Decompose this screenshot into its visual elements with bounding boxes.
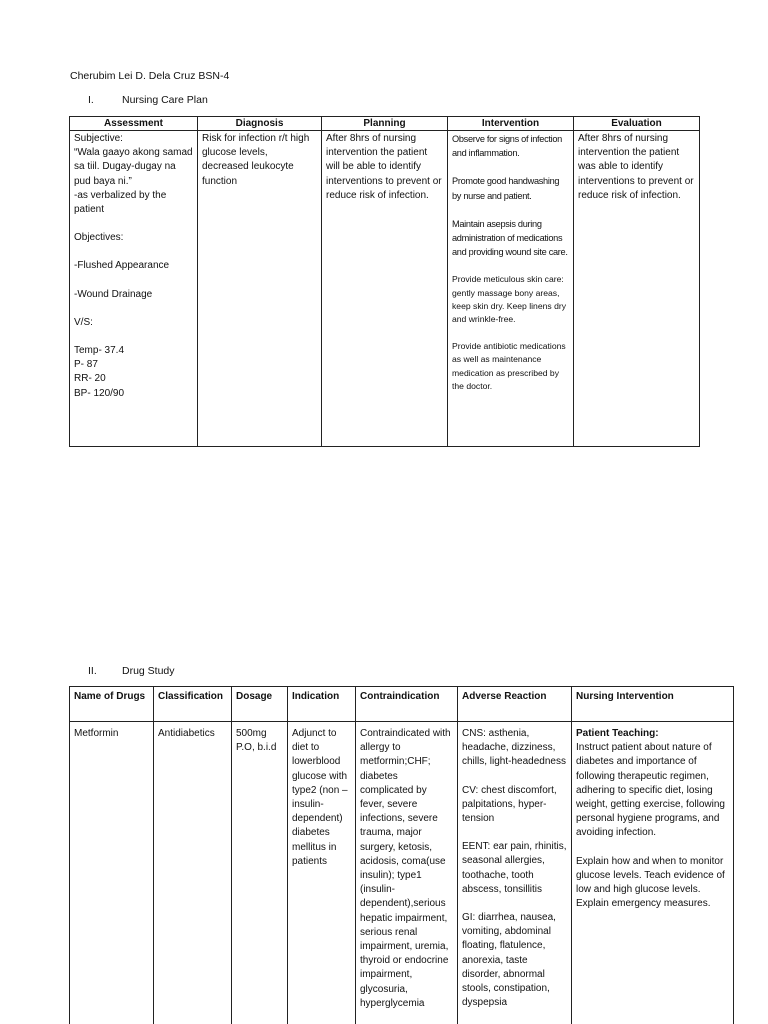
contraindication-cell: Contraindicated with allergy to metformin;CHF; diabetes complicated by fever, severe infections, severe trauma, major surgery, ketosis, acidosis, coma(use insulin); type1 (insulin-dependent),serious hepatic impairment, serious renal impairment, uremia, thyroid or endocrine impairment, glycosuria, hyperglycemia <box>356 722 458 1024</box>
table-header-row <box>70 687 734 722</box>
header-evaluation: Evaluation <box>574 117 700 131</box>
table-header-row <box>70 117 700 131</box>
adverse-item: GI: diarrhea, nausea, vomiting, abdominal floating, flatulence, anorexia, taste disorder, abnormal stools, constipation, dyspepsia <box>462 912 556 1009</box>
objective-flushed: -Flushed Appearance <box>74 260 170 272</box>
header-dosage: Dosage <box>232 687 288 722</box>
header-nursing-intervention: Nursing Intervention <box>572 687 734 722</box>
adverse-item: EENT: ear pain, rhinitis, seasonal allergies, toothache, tooth abscess, tonsillitis <box>462 841 567 895</box>
intervention-item: Promote good handwashing by nurse and patient. <box>452 176 560 201</box>
intervention-cell <box>448 131 574 447</box>
classification-cell: Antidiabetics <box>154 722 232 1024</box>
nursing-paragraph: Explain how and when to monitor glucose levels. Teach evidence of low and high glucose levels. Explain emergency measures. <box>576 855 725 910</box>
header-diagnosis: Diagnosis <box>198 117 322 131</box>
header-intervention: Intervention <box>448 117 574 131</box>
header-classification: Classification <box>154 687 232 722</box>
table-row <box>70 131 700 447</box>
intervention-item: Provide antibiotic medications as well as maintenance medication as prescribed by the doctor. <box>452 341 566 391</box>
objective-drainage: -Wound Drainage <box>74 288 153 300</box>
nursing-intervention-cell <box>572 722 734 1024</box>
header-assessment: Assessment <box>70 117 198 131</box>
objectives-label: Objectives: <box>74 232 124 244</box>
evaluation-cell: After 8hrs of nursing intervention the patient was able to identify interventions to prevent or reduce risk of infection. <box>574 131 700 447</box>
header-contraindication: Contraindication <box>356 687 458 722</box>
drug-study-table <box>69 686 734 1024</box>
adverse-item: CNS: asthenia, headache, dizziness, chills, light-headedness <box>462 728 566 768</box>
vital-temp: Temp- 37.4 <box>74 345 125 357</box>
author-line: Cherubim Lei D. Dela Cruz BSN-4 <box>70 70 230 82</box>
assessment-cell <box>70 131 198 447</box>
vital-signs-label: V/S: <box>74 316 93 328</box>
vital-rr: RR- 20 <box>74 373 106 385</box>
vital-bp: BP- 120/90 <box>74 387 125 399</box>
subjective-quote: “Wala gaayo akong samad sa tiil. Dugay-dugay na pud baya ni.” <box>74 147 193 187</box>
dosage-cell: 500mg P.O, b.i.d <box>232 722 288 1024</box>
header-adverse-reaction: Adverse Reaction <box>458 687 572 722</box>
section-number: I. <box>88 94 94 106</box>
adverse-item: CV: chest discomfort, palpitations, hyper-tension <box>462 784 557 825</box>
section-title: Drug Study <box>122 665 175 677</box>
nursing-paragraph: Instruct patient about nature of diabetes and importance of following therapeutic regimen, adhering to specific diet, losing weight, getting exercise, following personal hygiene programs, and avoiding infection. <box>576 742 725 839</box>
verbalized-note: -as verbalized by the patient <box>74 189 167 216</box>
intervention-item: Observe for signs of infection and inflammation. <box>452 134 562 159</box>
vital-pulse: P- 87 <box>74 359 98 371</box>
planning-cell: After 8hrs of nursing intervention the patient will be able to identify interventions to prevent or reduce risk of infection. <box>322 131 448 447</box>
intervention-item: Maintain asepsis during administration of medications and providing wound site care. <box>452 218 568 258</box>
indication-cell: Adjunct to diet to lowerblood glucose with type2 (non – insulin-dependent) diabetes mellitus in patients <box>288 722 356 1024</box>
drug-name-cell: Metformin <box>70 722 154 1024</box>
header-name-of-drugs: Name of Drugs <box>70 687 154 722</box>
header-planning: Planning <box>322 117 448 131</box>
patient-teaching-label: Patient Teaching: <box>576 728 659 739</box>
subjective-label: Subjective: <box>74 133 123 144</box>
adverse-reaction-cell <box>458 722 572 1024</box>
nursing-care-plan-table <box>69 116 700 447</box>
section-title: Nursing Care Plan <box>122 94 208 106</box>
intervention-item: Provide meticulous skin care: gently massage bony areas, keep skin dry. Keep linens dry and wrinkle-free. <box>452 274 567 325</box>
header-indication: Indication <box>288 687 356 722</box>
section-number: II. <box>88 665 97 677</box>
table-row <box>70 722 734 1024</box>
diagnosis-cell: Risk for infection r/t high glucose levels, decreased leukocyte function <box>198 131 322 447</box>
